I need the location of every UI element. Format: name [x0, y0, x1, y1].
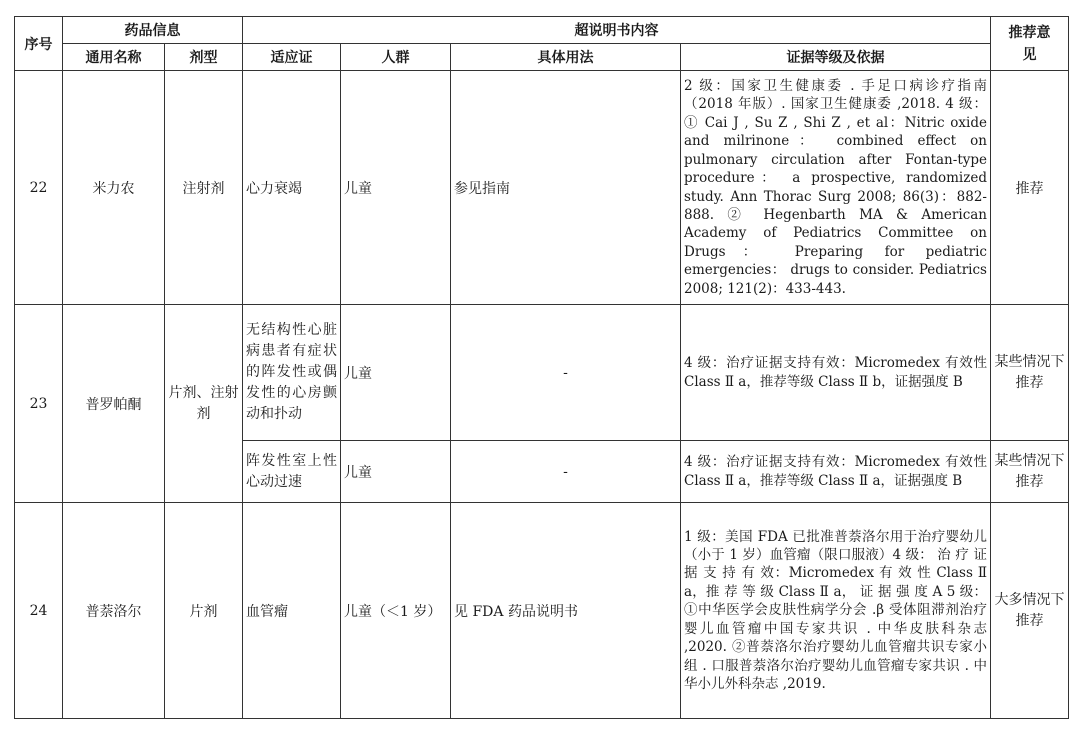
header-usage: 具体用法	[451, 44, 681, 71]
row-usage: -	[451, 305, 681, 441]
row-evidence: 1 级：美国 FDA 已批准普萘洛尔用于治疗婴幼儿（小于 1 岁）血管瘤（限口服液）4 级： 治 疗 证 据 支 持 有 效：Micromedex 有 效 性 Class Ⅱ a，推 荐 等 级 Class Ⅱ a， 证 据 强 度 A 5 级：①中华医学会皮肤性病学分会 .β 受体阻滞剂治疗婴儿血管瘤中国专家共识 . 中华皮肤科杂志 ,2020. ②普萘洛尔治疗婴幼儿血管瘤共识专家小组 . 口服普萘洛尔治疗婴幼儿血管瘤专家共识 . 中华小儿外科杂志 ,2019.	[681, 503, 991, 719]
row-population: 儿童（＜1 岁）	[341, 503, 451, 719]
row-indication: 阵发性室上性心动过速	[243, 441, 341, 503]
row-recommendation: 推荐	[991, 71, 1069, 305]
row-usage: 见 FDA 药品说明书	[451, 503, 681, 719]
header-evidence: 证据等级及依据	[681, 44, 991, 71]
row-dosage-form: 片剂	[165, 503, 243, 719]
header-population: 人群	[341, 44, 451, 71]
row-indication: 心力衰竭	[243, 71, 341, 305]
table-row	[15, 305, 1069, 441]
row-dosage-form: 注射剂	[165, 71, 243, 305]
table-row	[15, 71, 1069, 305]
row-population: 儿童	[341, 71, 451, 305]
header-indication: 适应证	[243, 44, 341, 71]
row-population: 儿童	[341, 441, 451, 503]
row-recommendation: 某些情况下推荐	[991, 441, 1069, 503]
row-generic-name: 普萘洛尔	[63, 503, 165, 719]
row-indication: 无结构性心脏病患者有症状的阵发性或偶发性的心房颤动和扑动	[243, 305, 341, 441]
row-evidence: 4 级：治疗证据支持有效：Micromedex 有效性 Class Ⅱ a，推荐等级 Class Ⅱ b，证据强度 B	[681, 305, 991, 441]
row-population: 儿童	[341, 305, 451, 441]
row-evidence: 2 级：国家卫生健康委 . 手足口病诊疗指南（2018 年版）. 国家卫生健康委 ,2018. 4 级： ① Cai J , Su Z , Shi Z , et al：Nitric oxide and milrinone： combined effect on pulmonary circulation after Fontan-type procedure： a prospective, randomized study. Ann Thorac Surg 2008; 86(3)：882-888. ② Hegenbarth MA & American Academy of Pediatrics Committee on Drugs： Preparing for pediatric emergencies： drugs to consider. Pediatrics 2008; 121(2)：433-443.	[681, 71, 991, 305]
off-label-drug-table	[14, 16, 1069, 719]
row-seq: 22	[15, 71, 63, 305]
header-off-label-content: 超说明书内容	[243, 17, 991, 44]
row-generic-name: 米力农	[63, 71, 165, 305]
row-recommendation: 大多情况下推荐	[991, 503, 1069, 719]
row-seq: 23	[15, 305, 63, 503]
header-dosage-form: 剂型	[165, 44, 243, 71]
row-recommendation: 某些情况下推荐	[991, 305, 1069, 441]
row-indication: 血管瘤	[243, 503, 341, 719]
header-generic-name: 通用名称	[63, 44, 165, 71]
row-usage: -	[451, 441, 681, 503]
header-recommendation: 推荐意见	[991, 17, 1069, 71]
row-evidence: 4 级：治疗证据支持有效：Micromedex 有效性 Class Ⅱ a，推荐等级 Class Ⅱ a，证据强度 B	[681, 441, 991, 503]
row-usage: 参见指南	[451, 71, 681, 305]
table-row	[15, 503, 1069, 719]
row-generic-name: 普罗帕酮	[63, 305, 165, 503]
row-dosage-form: 片剂、注射剂	[165, 305, 243, 503]
header-seq: 序号	[15, 17, 63, 71]
row-seq: 24	[15, 503, 63, 719]
header-drug-info: 药品信息	[63, 17, 243, 44]
